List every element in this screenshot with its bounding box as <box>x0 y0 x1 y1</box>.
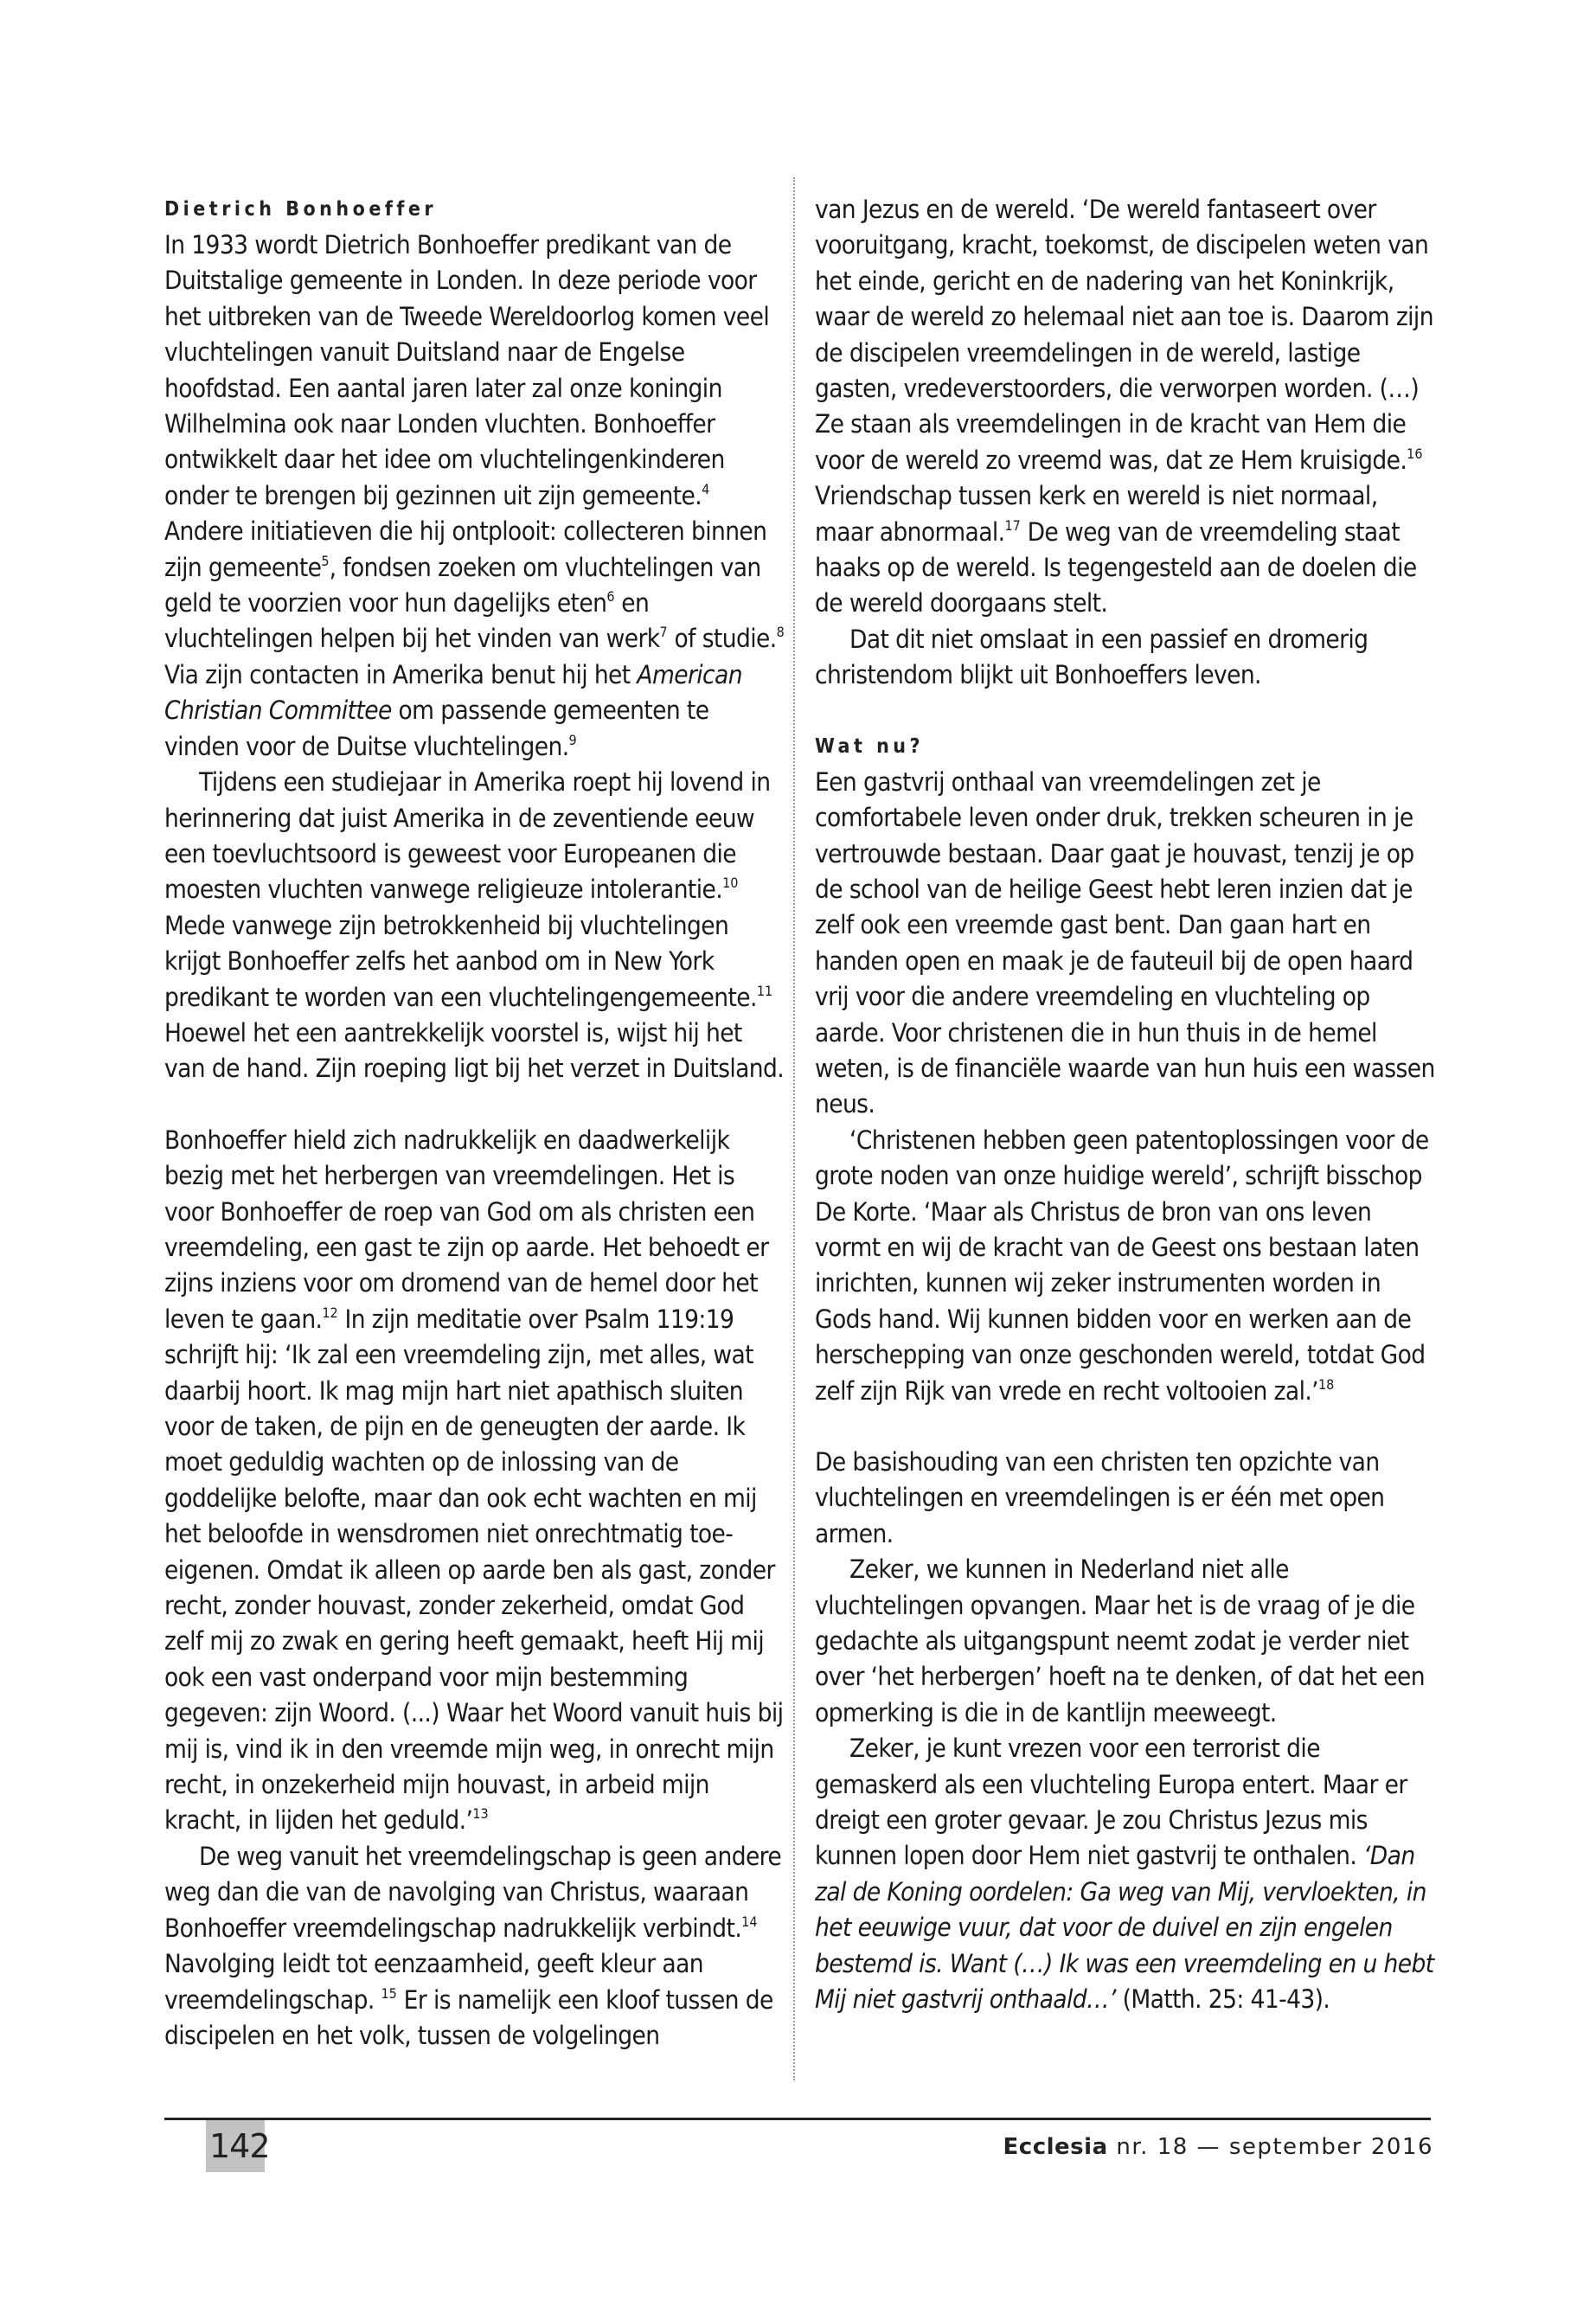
section-heading-bonhoeffer: Dietrich Bonhoeffer <box>164 198 438 221</box>
paragraph: De weg vanuit het vreemdelingschap is geen andere weg dan die van de navolging van Christus, waaraan Bonhoeffer vreemdelingschap nadrukkelijk verbindt.$^{14}$ Navolging leidt tot eenzaamheid, geeft kleur aan vreemdelingschap. $^{15}$ Er is namelijk een kloof tussen de discipelen en het volk, tussen de volgelingen <box>164 1841 782 2050</box>
footer-rule <box>164 2118 1431 2120</box>
italic-text: American Christian Committee <box>164 659 742 726</box>
publication-info <box>1003 2130 1433 2164</box>
paragraph: Dat dit niet omslaat in een passief en dromerig christendom blijkt uit Bonhoeffers leven. <box>815 624 1368 690</box>
paragraph: De basishouding van een christen ten opzichte van vluchtelingen en vreemdelingen is er één met open armen. <box>815 1447 1385 1548</box>
publication-name: Ecclesia <box>1003 2134 1108 2160</box>
paragraph: Tijdens een studiejaar in Amerika roept hij lovend in herinnering dat juist Amerika in de zeventiende eeuw een toevluchtsoord is geweest voor Europeanen die moesten vluchten vanwege religieuze intolerantie.$^{10}$ Mede vanwege zijn betrokkenheid bij vluchtelingen krijgt Bonhoeffer zelfs het aanbod om in New York predikant te worden van een vluchtelingengemeente.$^{11}$ Hoewel het een aantrekkelijk voorstel is, wijst hij het van de hand. Zijn roeping ligt bij het verzet in Duitsland. <box>164 767 785 1084</box>
footnote-ref: 9 <box>568 731 577 748</box>
paragraph: Zeker, je kunt vrezen voor een terrorist die gemaskerd als een vluchteling Europa entert. Maar er dreigt een groter gevaar. Je zou Christus Jezus mis kunnen lopen door Hem niet gastvrij te onthalen. ‘Dan zal de Koning oordelen: Ga weg van Mij, vervloekten, in het eeuwige vuur, dat voor de duivel en zijn engelen bestemd is. Want (…) Ik was een vreemdeling en u hebt Mij niet gastvrij onthaald…’ (Matth. 25: 41-43). <box>815 1734 1434 2015</box>
footnote-ref: 5 <box>321 552 330 569</box>
paragraph: Bonhoeffer hield zich nadrukkelijk en daadwerkelijk bezig met het herbergen van vreemdelingen. Het is voor Bonhoeffer de roep van God om als christen een vreemdeling, een gast te zijn op aarde. Het behoedt er zijns inziens voor om dromend van de hemel door het leven te gaan.$^{12}$ In zijn meditatie over Psalm 119:19 schrijft hij: ‘Ik zal een vreemdeling zijn, met alles, wat daarbij hoort. Ik mag mijn hart niet apathisch sluiten voor de taken, de pijn en de geneugten der aarde. Ik moet geduldig wachten op de inlossing van de goddelijke belofte, maar dan ook echt wachten en mij het beloofde in wensdromen niet onrechtmatig toe-eigenen. Omdat ik alleen op aarde ben als gast, zonder recht, zonder houvast, zonder zekerheid, omdat God zelf mij zo zwak en gering heeft gemaakt, heeft Hij mij ook een vast onderpand voor mijn bestemming gegeven: zijn Woord. (...) Waar het Woord vanuit huis bij mij is, vind ik in den vreemde mijn weg, in onrecht mijn recht, in onzekerheid mijn houvast, in arbeid mijn kracht, in lijden het geduld.’$^{13}$ <box>164 1125 784 1836</box>
footnote-ref: 4 <box>702 480 710 497</box>
italic-text: ‘Dan zal de Koning oordelen: Ga weg van Mij, vervloekten, in het eeuwige vuur, dat voor de duivel en zijn engelen bestemd is. Want (…) Ik was een vreemdeling en u hebt Mij niet gastvrij onthaald…’ <box>815 1841 1434 2015</box>
footnote-ref: 12 <box>322 1304 338 1321</box>
right-column <box>815 192 1438 2018</box>
section-heading-wat-nu: Wat nu? <box>815 734 925 758</box>
column-divider <box>793 177 795 2080</box>
paragraph: In 1933 wordt Dietrich Bonhoeffer predikant van de Duitstalige gemeente in Londen. In deze periode voor het uitbreken van de Tweede Wereldoorlog komen veel vluchtelingen vanuit Duitsland naar de Engelse hoofdstad. Een aantal jaren later zal onze koningin Wilhelmina ook naar Londen vluchten. Bonhoeffer ontwikkelt daar het idee om vluchtelingenkinderen onder te brengen bij gezinnen uit zijn gemeente.$^4$ Andere initiatieven die hij ontplooit: collecteren binnen zijn gemeente$^5$, fondsen zoeken om vluchtelingen van geld te voorzien voor hun dagelijks eten$^6$ en vluchtelingen helpen bij het vinden van werk$^7$ of studie.$^8$ Via zijn contacten in Amerika benut hij het American Christian Committee om passende gemeenten te vinden voor de Duitse vluchtelingen.$^9$ <box>164 230 785 761</box>
issue-info: nr. 18 — september 2016 <box>1107 2134 1433 2160</box>
footnote-ref: 14 <box>741 1913 758 1930</box>
left-column <box>164 192 787 2054</box>
footnote-ref: 11 <box>756 982 773 999</box>
paragraph: Zeker, we kunnen in Nederland niet alle vluchtelingen opvangen. Maar het is de vraag of je die gedachte als uitgangspunt neemt zodat je verder niet over ‘het herbergen’ hoeft na te denken, of dat het een opmerking is die in de kantlijn meeweegt. <box>815 1554 1425 1727</box>
page-number: 142 <box>209 2127 270 2165</box>
footnote-ref: 18 <box>1318 1375 1335 1393</box>
footnote-ref: 16 <box>1407 445 1423 462</box>
paragraph: ‘Christenen hebben geen patentoplossingen voor de grote noden van onze huidige wereld’, schrijft bisschop De Korte. ‘Maar als Christus de bron van ons leven vormt en wij de kracht van de Geest ons bestaan laten inrichten, kunnen wij zeker instrumenten worden in Gods hand. Wij kunnen bidden voor en werken aan de herschepping van onze geschonden wereld, totdat God zelf zijn Rijk van vrede en recht voltooien zal.’$^{18}$ <box>815 1125 1429 1406</box>
footnote-ref: 6 <box>606 588 615 606</box>
paragraph: Een gastvrij onthaal van vreemdelingen zet je comfortabele leven onder druk, trekken scheuren in je vertrouwde bestaan. Daar gaat je houvast, tenzij je op de school van de heilige Geest hebt leren inzien dat je zelf ook een vreemde gast bent. Dan gaan hart en handen open en maak je de fauteuil bij de open haard vrij voor die andere vreemdeling en vluchteling op aarde. Voor christenen die in hun thuis in de hemel weten, is de financiële waarde van hun huis een wassen neus. <box>815 766 1435 1119</box>
footnote-ref: 8 <box>776 624 785 641</box>
footnote-ref: 15 <box>381 1984 397 2002</box>
paragraph: van Jezus en de wereld. ‘De wereld fantaseert over vooruitgang, kracht, toekomst, de discipelen weten van het einde, gericht en de nadering van het Koninkrijk, waar de wereld zo helemaal niet aan toe is. Daarom zijn de discipelen vreemdelingen in de wereld, lastige gasten, vredeverstoorders, die verworpen worden. (…) Ze staan als vreemdelingen in de kracht van Hem die voor de wereld zo vreemd was, dat ze Hem kruisigde.$^{16}$ Vriendschap tussen kerk en wereld is niet normaal, maar abnormaal.$^{17}$ De weg van de vreemdeling staat haaks op de wereld. Is tegengesteld aan de doelen die de wereld doorgaans stelt. <box>815 195 1433 619</box>
footnote-ref: 13 <box>472 1805 489 1823</box>
footnote-ref: 10 <box>722 875 739 892</box>
footnote-ref: 17 <box>1004 516 1021 534</box>
footnote-ref: 7 <box>659 624 668 641</box>
